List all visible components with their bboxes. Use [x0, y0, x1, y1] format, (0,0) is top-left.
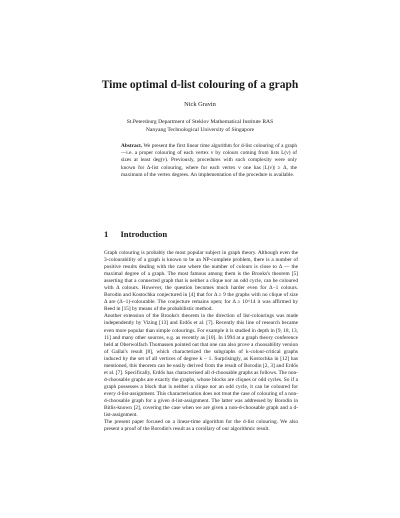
author-name: Nick Gravin: [184, 101, 216, 108]
abstract: [121, 143, 297, 179]
affiliation-line: St.Petersburg Department of Steklov Mathematical Institute RAS: [126, 119, 274, 125]
body-paragraph: Graph colouring is probably the most popular subject in graph theory. Although even the 3-colourability of a graph is known to be an NP-complete problem, there is a number of positive results dealing with the case where the number of colours is close to Δ — the maximal degree of a graph. The most famous among them is the Brooks's theorem [5] asserting that a connected graph that is neither a clique nor an odd cycle, can be coloured with Δ colours. However, the question becomes much harder even for Δ−1 colours. Borodin and Kostochka conjectured in [4] that for Δ ≥ 9 the graphs with no clique of size Δ are (Δ−1)-colourable. The conjecture remains open; for Δ ≥ 10^14 it was affirmed by Reed in [15] by means of the probabilistic method.: [104, 250, 298, 313]
section-title: Introduction: [120, 229, 168, 239]
abstract-label: Abstract.: [121, 143, 143, 149]
body-paragraph: Another extension of the Brooks's theorem in the direction of list-colourings was made independently by Vizing [13] and Erdős et al. [7]. Recently this line of research became even more popular than simple colourings. For example it is studied in depth in [9, 18, 13, 11] and many other sources, e.g. as recently as [10]. In 1994 at a graph theory conference held at Oberwolfach Thomassen pointed out that one can also prove a choosability version of Gallai's result [8], which characterized the subgraphs of k-colour-critical graphs induced by the set of all vertices of degree k − 1. Surprisingly, as Kostochka in [12] has mentioned, this theorem can be easily derived from the result of Borodin [2, 3] and Erdős et al. [7]. Specifically, Erdős has characterised all d-choosable graphs as follows. The non-d-choosable graphs are exactly the graphs, whose blocks are cliques or odd cycles. So if a graph possesses a block that is neither a clique nor an odd cycle, it can be coloured for every d-list-assignment. This characterisation does not treat the case of colouring of a non-d-choosable graph for a given d-list-assignment. The latter was addressed by Borodin in Bitlis-known [2], covering the case when we are given a non-d-choosable graph and a d-list-assignment.: [104, 313, 298, 419]
abstract-text: We present the first linear time algorithm for d-list colouring of a graph—i.e. a proper colouring of each vertex v by colours coming from lists L(v) of sizes at least deg(v). Previously, procedures with such complexity were only known for Δ-list colouring, where for each vertex v one has |L(v)| ≥ Δ, the maximum of the vertex degrees. An implementation of the procedure is available.: [121, 143, 298, 178]
affiliation-line: Nanyang Technological University of Singapore: [145, 127, 255, 133]
paper-title: Time optimal d-list colouring of a graph: [101, 79, 299, 91]
section-body: [104, 250, 298, 433]
affiliations: [0, 118, 400, 134]
section-number: 1: [104, 229, 109, 239]
section-heading: [104, 229, 167, 239]
body-paragraph: The present paper focused on a linear-time algorithm for the d-list colouring. We also present a proof of the Borodin's result as a corollary of our algorithmic result.: [104, 419, 298, 433]
